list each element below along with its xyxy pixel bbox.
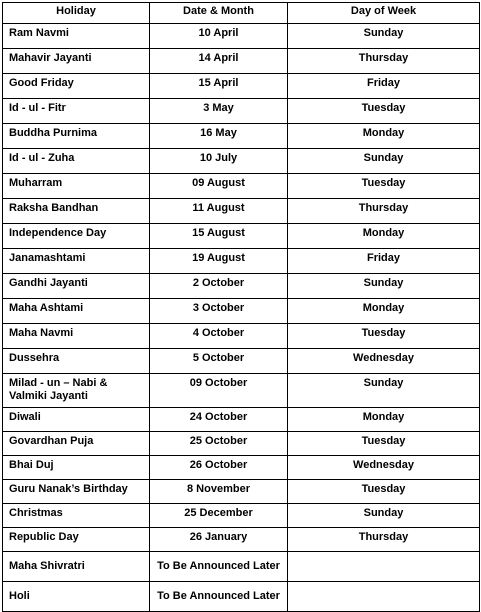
column-header-date: Date & Month [150,3,288,24]
day-of-week-cell: Monday [288,299,480,324]
holiday-name-cell: Raksha Bandhan [3,199,150,224]
day-of-week-cell: Thursday [288,199,480,224]
holiday-name-cell: Holi [3,582,150,612]
table-row [3,99,480,124]
day-of-week-cell: Sunday [288,149,480,174]
table-row [3,432,480,456]
day-of-week-cell: Thursday [288,528,480,552]
date-cell: 4 October [150,324,288,349]
table-row [3,374,480,408]
date-cell: 2 October [150,274,288,299]
table-row [3,552,480,582]
table-row [3,199,480,224]
day-of-week-cell: Tuesday [288,324,480,349]
date-cell: 3 May [150,99,288,124]
date-cell: 25 October [150,432,288,456]
date-cell: To Be Announced Later [150,582,288,612]
holiday-name-cell: Id - ul - Zuha [3,149,150,174]
table-row [3,299,480,324]
holiday-name-cell: Gandhi Jayanti [3,274,150,299]
day-of-week-cell: Sunday [288,24,480,49]
date-cell: 3 October [150,299,288,324]
day-of-week-cell: Tuesday [288,432,480,456]
holiday-name-cell: Muharram [3,174,150,199]
table-row [3,582,480,612]
day-of-week-cell: Monday [288,124,480,149]
date-cell: 10 April [150,24,288,49]
column-header-holiday: Holiday [3,3,150,24]
table-row [3,249,480,274]
date-cell: To Be Announced Later [150,552,288,582]
date-cell: 26 October [150,456,288,480]
day-of-week-cell: Friday [288,74,480,99]
holiday-name-cell: Govardhan Puja [3,432,150,456]
day-of-week-cell: Sunday [288,374,480,408]
day-of-week-cell: Friday [288,249,480,274]
date-cell: 5 October [150,349,288,374]
holiday-name-cell: Maha Shivratri [3,552,150,582]
table-body [3,24,480,612]
table-row [3,528,480,552]
date-cell: 15 August [150,224,288,249]
day-of-week-cell [288,552,480,582]
table-row [3,24,480,49]
holiday-name-cell: Maha Navmi [3,324,150,349]
date-cell: 11 August [150,199,288,224]
holiday-name-cell: Milad - un – Nabi & Valmiki Jayanti [3,374,150,408]
holiday-name-cell: Guru Nanak’s Birthday [3,480,150,504]
day-of-week-cell: Sunday [288,274,480,299]
day-of-week-cell [288,582,480,612]
table-row [3,74,480,99]
table-row [3,408,480,432]
date-cell: 26 January [150,528,288,552]
date-cell: 24 October [150,408,288,432]
table-row [3,480,480,504]
table-row [3,149,480,174]
holiday-name-cell: Dussehra [3,349,150,374]
holiday-name-cell: Mahavir Jayanti [3,49,150,74]
holiday-name-cell: Ram Navmi [3,24,150,49]
date-cell: 14 April [150,49,288,74]
table-row [3,349,480,374]
date-cell: 10 July [150,149,288,174]
holiday-table [2,2,480,612]
holiday-name-cell: Republic Day [3,528,150,552]
table-row [3,224,480,249]
date-cell: 15 April [150,74,288,99]
holiday-name-cell: Buddha Purnima [3,124,150,149]
day-of-week-cell: Monday [288,224,480,249]
holiday-name-cell: Christmas [3,504,150,528]
holiday-name-cell: Maha Ashtami [3,299,150,324]
day-of-week-cell: Monday [288,408,480,432]
table-row [3,124,480,149]
table-row [3,174,480,199]
holiday-name-cell: Bhai Duj [3,456,150,480]
day-of-week-cell: Thursday [288,49,480,74]
date-cell: 25 December [150,504,288,528]
day-of-week-cell: Sunday [288,504,480,528]
table-row [3,324,480,349]
day-of-week-cell: Tuesday [288,480,480,504]
holiday-name-cell: Independence Day [3,224,150,249]
day-of-week-cell: Wednesday [288,456,480,480]
date-cell: 09 August [150,174,288,199]
holiday-name-cell: Id - ul - Fitr [3,99,150,124]
day-of-week-cell: Wednesday [288,349,480,374]
table-row [3,504,480,528]
date-cell: 09 October [150,374,288,408]
date-cell: 19 August [150,249,288,274]
holiday-name-cell: Janamashtami [3,249,150,274]
day-of-week-cell: Tuesday [288,99,480,124]
table-row [3,49,480,74]
date-cell: 16 May [150,124,288,149]
table-row [3,274,480,299]
holiday-name-cell: Diwali [3,408,150,432]
holiday-name-cell: Good Friday [3,74,150,99]
column-header-day: Day of Week [288,3,480,24]
date-cell: 8 November [150,480,288,504]
table-row [3,456,480,480]
header-row [3,3,480,24]
day-of-week-cell: Tuesday [288,174,480,199]
